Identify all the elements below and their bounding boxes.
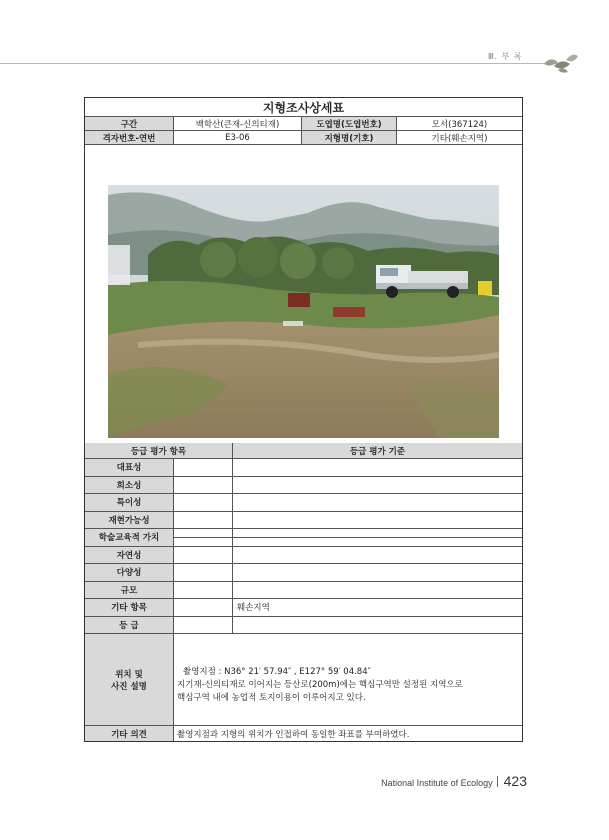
- site-photo: [108, 185, 499, 438]
- eval-row-grade: [174, 477, 233, 495]
- eval-row-criteria: [233, 564, 522, 582]
- location-label: [85, 634, 174, 726]
- photo-coordinates: 촬영지점 : N36° 21′ 57.94″ , E127° 59′ 04.84″: [183, 667, 371, 677]
- description-line-1: 지기재-신의티재로 이어지는 등산로(200m)에는 핵심구역만 설정된 지역으로: [177, 680, 463, 690]
- remarks-label: 기타 의견: [85, 726, 174, 741]
- eval-row-grade: [174, 582, 233, 600]
- eval-row-grade: [174, 564, 233, 582]
- survey-form-table: [84, 97, 523, 742]
- eval-row-criteria: [233, 512, 522, 530]
- eval-row-grade: [174, 599, 233, 617]
- eval-row-label: 자연성: [85, 547, 174, 565]
- eval-row-grade: [174, 617, 233, 635]
- eval-criteria-header: 등급 평가 기준: [233, 443, 522, 459]
- eval-row-criteria: [233, 529, 522, 547]
- section-label: 구간: [85, 117, 174, 131]
- eval-item-header: 등급 평가 항목: [85, 443, 233, 459]
- location-label-line1: 위치 및: [115, 669, 143, 680]
- chapter-label: Ⅲ. 부 록: [488, 52, 523, 61]
- eval-row-criteria: [233, 494, 522, 512]
- eval-row-label: 기타 항목: [85, 599, 174, 617]
- footer-org: National Institute of Ecology: [381, 778, 493, 788]
- grid-value: E3-06: [174, 131, 302, 145]
- landform-label: 지형명(기호): [302, 131, 397, 145]
- eval-row-criteria: [233, 547, 522, 565]
- eval-row-label: 특이성: [85, 494, 174, 512]
- eval-row-label: 대표성: [85, 459, 174, 477]
- eval-row-label: 학술교육적 가치: [85, 529, 174, 547]
- leaf-ornament-icon: [540, 52, 580, 74]
- grid-label: 격자번호-연번: [85, 131, 174, 145]
- eval-row-grade: [174, 512, 233, 530]
- eval-row-criteria: [233, 477, 522, 495]
- description-line-2: 핵심구역 내에 농업적 토지이용이 이루어지고 있다.: [177, 693, 366, 703]
- page-footer: [381, 773, 527, 789]
- eval-row-label: 규모: [85, 582, 174, 600]
- eval-row-grade: [174, 547, 233, 565]
- page-number: 423: [503, 773, 527, 789]
- eval-row-label: 등 급: [85, 617, 174, 635]
- map-value: 모서(367124): [397, 117, 522, 131]
- form-title: 지형조사상세표: [85, 98, 522, 117]
- eval-row-criteria: [233, 459, 522, 477]
- eval-row-label: 재현가능성: [85, 512, 174, 530]
- location-label-line2: 사진 설명: [111, 681, 147, 692]
- header-rule: [0, 63, 560, 64]
- map-label: 도엽명(도엽번호): [302, 117, 397, 131]
- eval-row-criteria: 훼손지역: [233, 599, 522, 617]
- eval-row-criteria: [233, 617, 522, 635]
- eval-row-label: 희소성: [85, 477, 174, 495]
- eval-row-criteria: [233, 582, 522, 600]
- landform-value: 기타(훼손지역): [397, 131, 522, 145]
- footer-divider: [497, 776, 498, 787]
- remarks-value: 촬영지점과 지형의 위치가 인접하여 동일한 좌표를 부여하였다.: [177, 729, 410, 740]
- eval-row-grade: [174, 459, 233, 477]
- eval-row-grade: [174, 529, 233, 547]
- eval-row-label: 다양성: [85, 564, 174, 582]
- location-description: [174, 634, 522, 726]
- eval-row-grade: [174, 494, 233, 512]
- section-value: 백학산(큰재-신의티재): [174, 117, 302, 131]
